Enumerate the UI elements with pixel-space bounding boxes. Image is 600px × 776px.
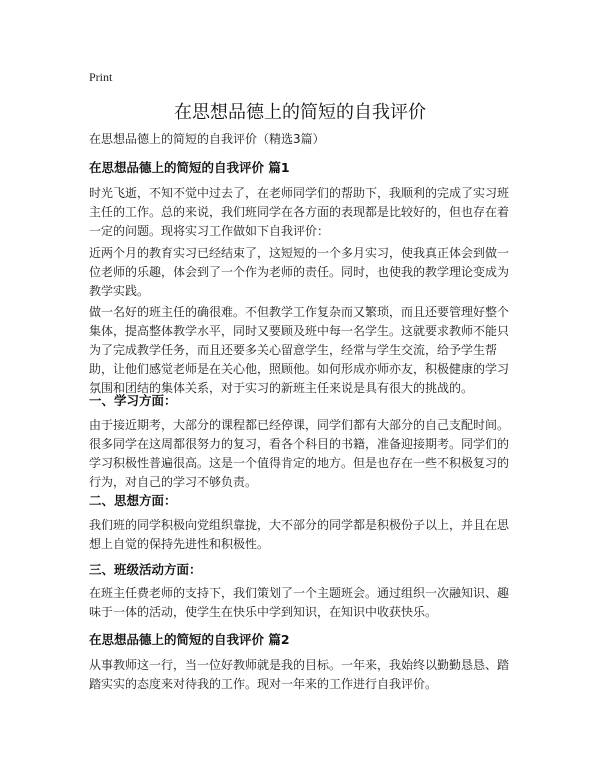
article-2-heading: 在思想品德上的简短的自我评价 篇2 [89,632,290,647]
print-label: Print [89,70,113,84]
article-1-paragraph-2: 近两个月的教育实习已经结束了，这短短的一个多月实习，使我真正体会到做一位老师的乐趣，体会到了一个作为老师的责任。同时，也使我的教学理论变成为教学实践。 [89,246,510,298]
article-1-paragraph-3: 做一名好的班主任的确很难。不但教学工作复杂而又繁琐，而且还要管理好整个集体，提高整体教学水平，同时又要顾及班中每一名学生。这就要求教师不能只为了完成教学任务，而且还要多关心留意学生，经常与学生交流，给予学生帮助，让他们感觉老师是在关心他，照顾他。如何形成亦师亦友，积极健康的学习氛围和团结的集体关系，对于实习的新班主任来说是具有很大的挑战的。 [89,305,510,395]
section-study-text: 由于接近期考，大部分的课程都已经停课，同学们都有大部分的自己支配时间。很多同学在这周都很努力的复习，看各个科目的书籍，准备迎接期考。同学们的学习积极性普遍很高。这是一个值得肯定的地方。但是也存在一些不积极复习的行为，对自己的学习不够负责。 [89,418,510,489]
page-title: 在思想品德上的简短的自我评价 [174,102,426,123]
section-ideology-text: 我们班的同学积极向党组织靠拢，大不部分的同学都是积极份子以上，并且在思想上自觉的保持先进性和积极性。 [89,518,510,551]
section-ideology-heading: 二、思想方面： [89,493,177,508]
article-1-paragraph-1: 时光飞逝，不知不觉中过去了，在老师同学们的帮助下，我顺利的完成了实习班主任的工作。总的来说，我们班同学在各方面的表现都是比较好的，但也存在着一定的问题。现将实习工作做如下自我评价： [89,186,510,238]
section-activities-heading: 三、班级活动方面： [89,562,202,577]
section-study-heading: 一、学习方面： [89,393,177,408]
article-2-paragraph-1: 从事教师这一行，当一位好教师就是我的目标。一年来，我始终以勤勤恳恳、踏踏实实的态度来对待我的工作。现对一年来的工作进行自我评价。 [89,658,510,691]
section-activities-text: 在班主任费老师的支持下，我们策划了一个主题班会。通过组织一次融知识、趣味于一体的活动，使学生在快乐中学到知识，在知识中收获快乐。 [89,586,510,619]
article-1-heading: 在思想品德上的简短的自我评价 篇1 [89,160,290,175]
document-subtitle: 在思想品德上的简短的自我评价（精选3篇） [89,132,325,146]
